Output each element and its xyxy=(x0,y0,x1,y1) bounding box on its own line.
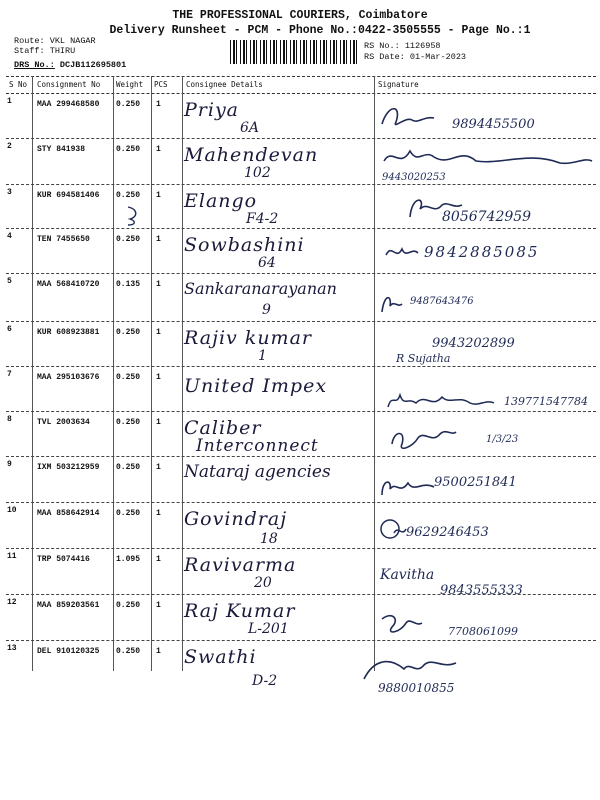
table-row: 11 TRP 5074416 1.095 1 Ravivarma 20 Kavitha 9843555333 xyxy=(0,549,600,595)
phone-number: 9629246453 xyxy=(406,525,489,540)
signature-scribble xyxy=(360,653,460,683)
signature-scribble xyxy=(384,241,420,263)
pen-mark xyxy=(122,203,142,227)
consignee-name: Rajiv kumar xyxy=(184,327,312,349)
consignee-address: 20 xyxy=(254,575,272,591)
phone-number: 8056742959 xyxy=(442,209,532,225)
drs-info: DRS No.: DCJB112695801 xyxy=(14,60,127,70)
consignee-name: Swathi xyxy=(184,646,257,668)
table-row: 10 MAA 858642914 0.250 1 Govindraj 18 9629246453 xyxy=(0,503,600,549)
table-row: 13 DEL 910120325 0.250 1 Swathi D-2 9880010855 xyxy=(0,641,600,699)
consignee-address: F4-2 xyxy=(246,211,279,227)
consignee-name: Govindraj xyxy=(184,508,288,530)
column-headers xyxy=(0,79,600,93)
consignee-name: Raj Kumar xyxy=(184,600,296,622)
phone-number: 7708061099 xyxy=(448,625,518,638)
signature-scribble xyxy=(378,609,424,639)
consignee-name: Mahendevan xyxy=(184,144,319,166)
phone-number: 9500251841 xyxy=(434,475,517,490)
staff-info: Staff: THIRU xyxy=(14,46,76,56)
table-row: 6 KUR 608923881 0.250 1 Rajiv kumar 1 9943202899 R Sujatha xyxy=(0,322,600,367)
table-row: 7 MAA 295103676 0.250 1 United Impex 139771547784 xyxy=(0,367,600,412)
phone-number: 9842885085 xyxy=(424,243,540,261)
rs-no-info: RS No.: 1126958 xyxy=(364,41,441,51)
consignee-address: 64 xyxy=(258,255,276,271)
col-pcs: PCS xyxy=(154,80,168,89)
consignee-address: 9 xyxy=(262,302,271,318)
phone-number: 139771547784 xyxy=(504,395,588,408)
signature-scribble xyxy=(378,290,404,316)
route-info: Route: VKL NAGAR xyxy=(14,36,96,46)
table-row: 12 MAA 859203561 0.250 1 Raj Kumar L-201 7708061099 xyxy=(0,595,600,641)
signature-date: 1/3/23 xyxy=(486,434,519,445)
table-row: 8 TVL 2003634 0.250 1 Caliber Interconnect 1/3/23 xyxy=(0,412,600,457)
col-consignment: Consignment No xyxy=(37,80,101,89)
company-title: THE PROFESSIONAL COURIERS, Coimbatore xyxy=(172,9,428,22)
table-row: 5 MAA 568410720 0.135 1 Sankaranarayanan 9 9487643476 xyxy=(0,274,600,322)
consignee-address: L-201 xyxy=(248,621,289,637)
signature-scribble xyxy=(378,515,408,543)
consignee-name: Elango xyxy=(184,190,258,212)
phone-number: 9894455500 xyxy=(452,117,535,132)
consignee-name: Nataraj agencies xyxy=(184,462,331,482)
phone-number: 9880010855 xyxy=(378,681,455,695)
consignee-name: United Impex xyxy=(184,375,328,397)
consignee-name: Priya xyxy=(184,99,240,121)
phone-number: 9443020253 xyxy=(382,172,446,183)
col-signature: Signature xyxy=(378,80,419,89)
col-sno: S No xyxy=(9,80,28,89)
col-consignee: Consignee Details xyxy=(186,80,263,89)
signature-name: Kavitha xyxy=(380,567,435,583)
barcode xyxy=(230,40,358,64)
rs-no-value: 1126958 xyxy=(404,41,441,51)
signature-scribble xyxy=(380,143,595,173)
consignee-address: 102 xyxy=(244,165,271,181)
consignee-name: Caliber xyxy=(184,417,262,439)
table-row: 9 IXM 503212959 0.250 1 Nataraj agencies 9500251841 xyxy=(0,457,600,503)
consignee-name: Ravivarma xyxy=(184,554,297,576)
route-value: VKL NAGAR xyxy=(49,36,96,46)
drs-value: DCJB112695801 xyxy=(59,60,127,70)
header-rule xyxy=(6,76,596,77)
consignee-address: 1 xyxy=(258,348,267,364)
col-weight: Weight xyxy=(116,80,144,89)
consignee-name: Sankaranarayanan xyxy=(184,279,337,298)
phone-number: 9843555333 xyxy=(440,583,523,598)
signature-name: R Sujatha xyxy=(396,352,451,365)
signature-scribble xyxy=(386,389,496,411)
consignee-address: D-2 xyxy=(252,673,278,689)
signature-scribble xyxy=(378,102,438,134)
table-row: 3 KUR 694581406 0.250 1 Elango F4-2 8056742959 xyxy=(0,185,600,229)
signature-scribble xyxy=(388,424,458,456)
phone-number: 9943202899 xyxy=(432,336,515,351)
signature-scribble xyxy=(378,475,438,499)
consignee-name: Sowbashini xyxy=(184,234,305,256)
runsheet-title: Delivery Runsheet - PCM - Phone No.:0422-3505555 - Page No.:1 xyxy=(109,24,531,37)
rs-date-info: RS Date: 01-Mar-2023 xyxy=(364,52,467,62)
table-row: 2 STY 841938 0.250 1 Mahendevan 102 9443020253 xyxy=(0,139,600,185)
table-row: 4 TEN 7455650 0.250 1 Sowbashini 64 9842885085 xyxy=(0,229,600,274)
rs-date-value: 01-Mar-2023 xyxy=(409,52,467,62)
consignee-address: 18 xyxy=(260,531,278,547)
table-row: 1 MAA 299468580 0.250 1 Priya 6A 9894455500 xyxy=(0,94,600,139)
consignee-address: 6A xyxy=(240,120,260,136)
phone-number: 9487643476 xyxy=(410,296,474,307)
consignee-address: Interconnect xyxy=(196,436,319,456)
staff-value: THIRU xyxy=(49,46,76,56)
